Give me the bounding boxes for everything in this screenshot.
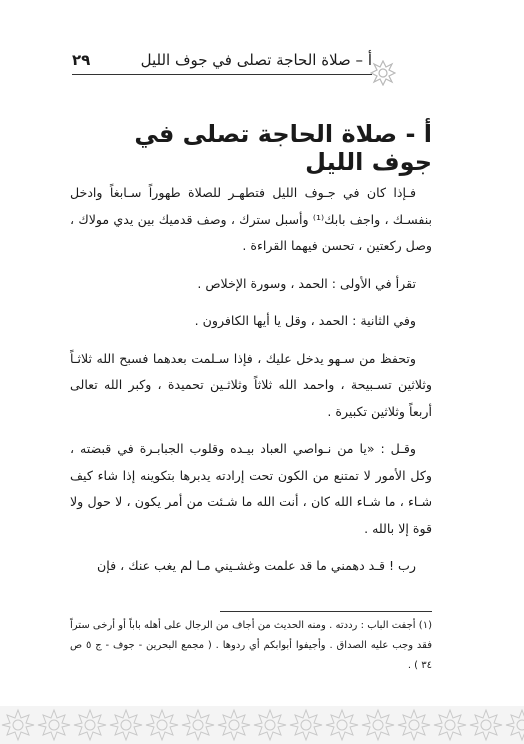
paragraph: وقـل : «يا من نـواصي العباد بيـده وقلوب الجبابـرة في قبضته ، وكل الأمور لا تمتنع من الكون تحت إرادته يدبرها بتكوينه إذا شاء كيف شـاء ، ما شـاء الله كان ، أنت الله ما شـئت من أمر يكون ، لا حول ولا قوة إلا بالله . [70, 441, 432, 536]
footnote: (١) أجفت الباب : رددته . ومنه الحديث من أجاف من الرجال على أهله باباً أو أرخى ستراً فقد وجب عليه الصداق . وأجيفوا أبوابكم أي ردوها . ( مجمع البحرين - جوف - ج ٥ ص ٣٤ ) . [70, 620, 432, 671]
page-number: ٢٩ [72, 51, 91, 69]
paragraph: فـإذا كان في جـوف الليل فتطهـر للصلاة طهوراً سـابغاً وادخل بنفسـك ، واجف بابك⁽¹⁾ وأسبل سترك ، وصف قدميك بين يدي مولاك ، وصل ركعتين ، تحسن فيهما القراءة . [70, 185, 432, 253]
running-header [72, 48, 372, 72]
paragraph: رب ! قـد دهمني ما قد علمت وغشـيني مـا لم يغب عنك ، فإن [97, 558, 416, 573]
paragraph: تقرأ في الأولى : الحمد ، وسورة الإخلاص . [197, 275, 416, 291]
footnote-rule [220, 611, 432, 612]
chapter-title: أ - صلاة الحاجة تصلى في جوف الليل [134, 120, 432, 176]
body-text [70, 180, 432, 591]
running-title: أ – صلاة الحاجة تصلى في جوف الليل [140, 51, 372, 69]
paragraph: وفي الثانية : الحمد ، وقل يا أيها الكافرون . [194, 313, 416, 328]
star-ornament-icon [370, 60, 396, 86]
paragraph: وتحفظ من سـهو يدخل عليك ، فإذا سـلمت بعدهما فسبح الله ثلاثـاً وثلاثين تسـبيحة ، واحمد الله ثلاثاً وثلاثـين تحميدة ، وكبر الله تعالى أربعاً وثلاثين تكبيرة . [70, 350, 432, 419]
header-rule [72, 74, 372, 75]
ornamental-border-icon [0, 706, 524, 744]
